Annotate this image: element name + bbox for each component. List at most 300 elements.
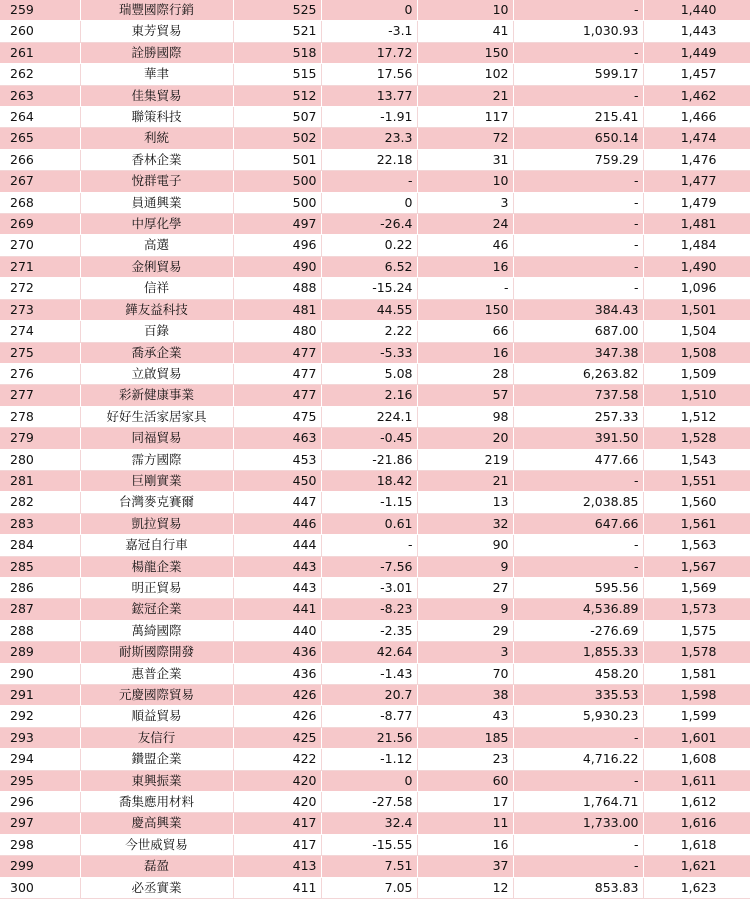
rank-cell: 262 — [0, 64, 80, 85]
rank-cell: 290 — [0, 663, 80, 684]
revenue-cell: 411 — [233, 877, 321, 898]
ratio-cell: - — [513, 85, 643, 106]
revenue-cell: 481 — [233, 299, 321, 320]
company-name-cell: 詮勝國際 — [80, 42, 233, 63]
rank-cell: 267 — [0, 171, 80, 192]
employees-cell: 10 — [417, 0, 513, 21]
company-name-cell: 嘉冠自行車 — [80, 535, 233, 556]
ratio-cell: 215.41 — [513, 107, 643, 128]
employees-cell: 21 — [417, 470, 513, 491]
company-name-cell: 東興振業 — [80, 770, 233, 791]
employees-cell: 150 — [417, 42, 513, 63]
overall-rank-cell: 1,612 — [643, 792, 750, 813]
rank-cell: 284 — [0, 535, 80, 556]
growth-rate-cell: 5.08 — [321, 363, 417, 384]
rank-cell: 273 — [0, 299, 80, 320]
overall-rank-cell: 1,508 — [643, 342, 750, 363]
employees-cell: 32 — [417, 513, 513, 534]
ratio-cell: - — [513, 770, 643, 791]
growth-rate-cell: 7.05 — [321, 877, 417, 898]
ratio-cell: 759.29 — [513, 149, 643, 170]
company-name-cell: 利統 — [80, 128, 233, 149]
ratio-cell: - — [513, 535, 643, 556]
growth-rate-cell: -3.01 — [321, 577, 417, 598]
employees-cell: 12 — [417, 877, 513, 898]
growth-rate-cell: 0 — [321, 0, 417, 21]
company-name-cell: 鋐冠企業 — [80, 599, 233, 620]
rank-cell: 277 — [0, 385, 80, 406]
revenue-cell: 477 — [233, 363, 321, 384]
revenue-cell: 477 — [233, 385, 321, 406]
revenue-cell: 447 — [233, 492, 321, 513]
growth-rate-cell: 42.64 — [321, 642, 417, 663]
company-name-cell: 香林企業 — [80, 149, 233, 170]
growth-rate-cell: -0.45 — [321, 428, 417, 449]
company-name-cell: 今世威貿易 — [80, 834, 233, 855]
growth-rate-cell: 44.55 — [321, 299, 417, 320]
table-row — [0, 406, 750, 427]
overall-rank-cell: 1,462 — [643, 85, 750, 106]
ratio-cell: 1,855.33 — [513, 642, 643, 663]
ratio-cell: - — [513, 834, 643, 855]
overall-rank-cell: 1,474 — [643, 128, 750, 149]
overall-rank-cell: 1,578 — [643, 642, 750, 663]
rank-cell: 278 — [0, 406, 80, 427]
company-name-cell: 巨剛實業 — [80, 470, 233, 491]
rank-cell: 294 — [0, 749, 80, 770]
company-name-cell: 悅群電子 — [80, 171, 233, 192]
growth-rate-cell: -2.35 — [321, 620, 417, 641]
ratio-cell: 335.53 — [513, 685, 643, 706]
rank-cell: 296 — [0, 792, 80, 813]
ratio-cell: 1,764.71 — [513, 792, 643, 813]
company-name-cell: 瑞豐國際行銷 — [80, 0, 233, 21]
table-row — [0, 599, 750, 620]
table-row — [0, 64, 750, 85]
revenue-cell: 521 — [233, 21, 321, 42]
ratio-cell: - — [513, 256, 643, 277]
employees-cell: 16 — [417, 834, 513, 855]
ratio-cell: 5,930.23 — [513, 706, 643, 727]
growth-rate-cell: 17.72 — [321, 42, 417, 63]
overall-rank-cell: 1,477 — [643, 171, 750, 192]
revenue-cell: 420 — [233, 792, 321, 813]
company-name-cell: 耐斯國際開發 — [80, 642, 233, 663]
table-row — [0, 428, 750, 449]
company-name-cell: 磊盈 — [80, 856, 233, 877]
overall-rank-cell: 1,457 — [643, 64, 750, 85]
overall-rank-cell: 1,621 — [643, 856, 750, 877]
table-row — [0, 685, 750, 706]
table-row — [0, 149, 750, 170]
table-row — [0, 42, 750, 63]
employees-cell: 28 — [417, 363, 513, 384]
ratio-cell: 599.17 — [513, 64, 643, 85]
rank-cell: 280 — [0, 449, 80, 470]
table-row — [0, 385, 750, 406]
ratio-cell: -276.69 — [513, 620, 643, 641]
overall-rank-cell: 1,481 — [643, 214, 750, 235]
table-row — [0, 856, 750, 877]
growth-rate-cell: -15.24 — [321, 278, 417, 299]
table-row — [0, 214, 750, 235]
revenue-cell: 441 — [233, 599, 321, 620]
table-row — [0, 535, 750, 556]
growth-rate-cell: - — [321, 535, 417, 556]
company-name-cell: 友信行 — [80, 727, 233, 748]
overall-rank-cell: 1,608 — [643, 749, 750, 770]
overall-rank-cell: 1,618 — [643, 834, 750, 855]
rank-cell: 279 — [0, 428, 80, 449]
employees-cell: 16 — [417, 256, 513, 277]
overall-rank-cell: 1,563 — [643, 535, 750, 556]
table-row — [0, 834, 750, 855]
ratio-cell: 1,030.93 — [513, 21, 643, 42]
revenue-cell: 426 — [233, 685, 321, 706]
rank-cell: 293 — [0, 727, 80, 748]
employees-cell: 23 — [417, 749, 513, 770]
revenue-cell: 417 — [233, 834, 321, 855]
table-row — [0, 492, 750, 513]
overall-rank-cell: 1,096 — [643, 278, 750, 299]
rank-cell: 270 — [0, 235, 80, 256]
employees-cell: 43 — [417, 706, 513, 727]
overall-rank-cell: 1,611 — [643, 770, 750, 791]
growth-rate-cell: 7.51 — [321, 856, 417, 877]
table-row — [0, 663, 750, 684]
employees-cell: 150 — [417, 299, 513, 320]
employees-cell: 70 — [417, 663, 513, 684]
employees-cell: 10 — [417, 171, 513, 192]
ratio-cell: 1,733.00 — [513, 813, 643, 834]
table-row — [0, 727, 750, 748]
ratio-cell: - — [513, 171, 643, 192]
revenue-cell: 417 — [233, 813, 321, 834]
rank-cell: 264 — [0, 107, 80, 128]
company-name-cell: 元慶國際貿易 — [80, 685, 233, 706]
employees-cell: 72 — [417, 128, 513, 149]
table-row — [0, 321, 750, 342]
company-name-cell: 霈方國際 — [80, 449, 233, 470]
table-row — [0, 128, 750, 149]
overall-rank-cell: 1,512 — [643, 406, 750, 427]
ratio-cell: - — [513, 214, 643, 235]
revenue-cell: 422 — [233, 749, 321, 770]
growth-rate-cell: -1.12 — [321, 749, 417, 770]
revenue-cell: 480 — [233, 321, 321, 342]
growth-rate-cell: 0.61 — [321, 513, 417, 534]
revenue-cell: 420 — [233, 770, 321, 791]
ratio-cell: 347.38 — [513, 342, 643, 363]
rank-cell: 282 — [0, 492, 80, 513]
revenue-cell: 525 — [233, 0, 321, 21]
overall-rank-cell: 1,599 — [643, 706, 750, 727]
company-name-cell: 彩新健康事業 — [80, 385, 233, 406]
ratio-cell: 458.20 — [513, 663, 643, 684]
ratio-cell: - — [513, 278, 643, 299]
ratio-cell: 737.58 — [513, 385, 643, 406]
company-name-cell: 百錄 — [80, 321, 233, 342]
company-name-cell: 高選 — [80, 235, 233, 256]
growth-rate-cell: 21.56 — [321, 727, 417, 748]
rank-cell: 263 — [0, 85, 80, 106]
growth-rate-cell: 20.7 — [321, 685, 417, 706]
employees-cell: 38 — [417, 685, 513, 706]
company-name-cell: 佳集貿易 — [80, 85, 233, 106]
company-name-cell: 慶高興業 — [80, 813, 233, 834]
revenue-cell: 440 — [233, 620, 321, 641]
overall-rank-cell: 1,623 — [643, 877, 750, 898]
ratio-cell: 2,038.85 — [513, 492, 643, 513]
growth-rate-cell: -21.86 — [321, 449, 417, 470]
overall-rank-cell: 1,601 — [643, 727, 750, 748]
growth-rate-cell: 23.3 — [321, 128, 417, 149]
overall-rank-cell: 1,501 — [643, 299, 750, 320]
revenue-cell: 443 — [233, 577, 321, 598]
employees-cell: 21 — [417, 85, 513, 106]
rank-cell: 260 — [0, 21, 80, 42]
growth-rate-cell: 32.4 — [321, 813, 417, 834]
employees-cell: 102 — [417, 64, 513, 85]
company-name-cell: 聯策科技 — [80, 107, 233, 128]
company-name-cell: 楊龍企業 — [80, 556, 233, 577]
company-name-cell: 同福貿易 — [80, 428, 233, 449]
growth-rate-cell: 2.22 — [321, 321, 417, 342]
growth-rate-cell: 2.16 — [321, 385, 417, 406]
rank-cell: 288 — [0, 620, 80, 641]
table-row — [0, 620, 750, 641]
employees-cell: - — [417, 278, 513, 299]
revenue-cell: 488 — [233, 278, 321, 299]
employees-cell: 57 — [417, 385, 513, 406]
employees-cell: 98 — [417, 406, 513, 427]
table-row — [0, 85, 750, 106]
ratio-cell: 391.50 — [513, 428, 643, 449]
table-row — [0, 577, 750, 598]
overall-rank-cell: 1,484 — [643, 235, 750, 256]
rank-cell: 276 — [0, 363, 80, 384]
company-name-cell: 喬承企業 — [80, 342, 233, 363]
rank-cell: 291 — [0, 685, 80, 706]
revenue-cell: 490 — [233, 256, 321, 277]
overall-rank-cell: 1,479 — [643, 192, 750, 213]
company-name-cell: 立啟貿易 — [80, 363, 233, 384]
ratio-cell: 257.33 — [513, 406, 643, 427]
revenue-cell: 477 — [233, 342, 321, 363]
employees-cell: 117 — [417, 107, 513, 128]
revenue-cell: 518 — [233, 42, 321, 63]
growth-rate-cell: -7.56 — [321, 556, 417, 577]
employees-cell: 17 — [417, 792, 513, 813]
revenue-cell: 502 — [233, 128, 321, 149]
revenue-cell: 444 — [233, 535, 321, 556]
overall-rank-cell: 1,449 — [643, 42, 750, 63]
employees-cell: 11 — [417, 813, 513, 834]
growth-rate-cell: 17.56 — [321, 64, 417, 85]
ratio-cell: - — [513, 235, 643, 256]
employees-cell: 9 — [417, 599, 513, 620]
rank-cell: 298 — [0, 834, 80, 855]
ratio-cell: - — [513, 470, 643, 491]
employees-cell: 24 — [417, 214, 513, 235]
table-row — [0, 107, 750, 128]
growth-rate-cell: 18.42 — [321, 470, 417, 491]
overall-rank-cell: 1,581 — [643, 663, 750, 684]
company-name-cell: 中厚化學 — [80, 214, 233, 235]
revenue-cell: 500 — [233, 171, 321, 192]
ratio-cell: - — [513, 192, 643, 213]
revenue-cell: 426 — [233, 706, 321, 727]
employees-cell: 219 — [417, 449, 513, 470]
table-row — [0, 556, 750, 577]
growth-rate-cell: 0 — [321, 192, 417, 213]
table-row — [0, 706, 750, 727]
growth-rate-cell: -3.1 — [321, 21, 417, 42]
ratio-cell: 650.14 — [513, 128, 643, 149]
employees-cell: 66 — [417, 321, 513, 342]
revenue-cell: 507 — [233, 107, 321, 128]
growth-rate-cell: 224.1 — [321, 406, 417, 427]
revenue-cell: 425 — [233, 727, 321, 748]
employees-cell: 27 — [417, 577, 513, 598]
overall-rank-cell: 1,569 — [643, 577, 750, 598]
employees-cell: 41 — [417, 21, 513, 42]
growth-rate-cell: 6.52 — [321, 256, 417, 277]
overall-rank-cell: 1,616 — [643, 813, 750, 834]
overall-rank-cell: 1,490 — [643, 256, 750, 277]
revenue-cell: 450 — [233, 470, 321, 491]
overall-rank-cell: 1,560 — [643, 492, 750, 513]
revenue-cell: 515 — [233, 64, 321, 85]
ratio-cell: - — [513, 556, 643, 577]
rank-cell: 266 — [0, 149, 80, 170]
revenue-cell: 501 — [233, 149, 321, 170]
overall-rank-cell: 1,504 — [643, 321, 750, 342]
revenue-cell: 453 — [233, 449, 321, 470]
employees-cell: 46 — [417, 235, 513, 256]
company-name-cell: 華聿 — [80, 64, 233, 85]
overall-rank-cell: 1,466 — [643, 107, 750, 128]
overall-rank-cell: 1,510 — [643, 385, 750, 406]
ratio-cell: 853.83 — [513, 877, 643, 898]
rank-cell: 285 — [0, 556, 80, 577]
revenue-cell: 443 — [233, 556, 321, 577]
growth-rate-cell: 22.18 — [321, 149, 417, 170]
company-name-cell: 凱拉貿易 — [80, 513, 233, 534]
revenue-cell: 436 — [233, 642, 321, 663]
overall-rank-cell: 1,509 — [643, 363, 750, 384]
rank-cell: 299 — [0, 856, 80, 877]
ratio-cell: 384.43 — [513, 299, 643, 320]
ratio-cell: - — [513, 727, 643, 748]
revenue-cell: 436 — [233, 663, 321, 684]
overall-rank-cell: 1,440 — [643, 0, 750, 21]
rank-cell: 297 — [0, 813, 80, 834]
ratio-cell: - — [513, 856, 643, 877]
company-name-cell: 信祥 — [80, 278, 233, 299]
employees-cell: 60 — [417, 770, 513, 791]
overall-rank-cell: 1,561 — [643, 513, 750, 534]
growth-rate-cell: -27.58 — [321, 792, 417, 813]
employees-cell: 13 — [417, 492, 513, 513]
rank-cell: 275 — [0, 342, 80, 363]
table-row — [0, 363, 750, 384]
overall-rank-cell: 1,476 — [643, 149, 750, 170]
ratio-cell: - — [513, 0, 643, 21]
rank-cell: 300 — [0, 877, 80, 898]
growth-rate-cell: 0.22 — [321, 235, 417, 256]
ratio-cell: 647.66 — [513, 513, 643, 534]
company-name-cell: 好好生活家居家具 — [80, 406, 233, 427]
company-name-cell: 員通興業 — [80, 192, 233, 213]
revenue-cell: 496 — [233, 235, 321, 256]
table-row — [0, 299, 750, 320]
table-row — [0, 21, 750, 42]
rank-cell: 272 — [0, 278, 80, 299]
growth-rate-cell: - — [321, 171, 417, 192]
overall-rank-cell: 1,573 — [643, 599, 750, 620]
employees-cell: 31 — [417, 149, 513, 170]
employees-cell: 90 — [417, 535, 513, 556]
growth-rate-cell: -1.15 — [321, 492, 417, 513]
revenue-cell: 463 — [233, 428, 321, 449]
table-row — [0, 278, 750, 299]
overall-rank-cell: 1,443 — [643, 21, 750, 42]
growth-rate-cell: -1.43 — [321, 663, 417, 684]
company-name-cell: 鏵友益科技 — [80, 299, 233, 320]
revenue-cell: 512 — [233, 85, 321, 106]
growth-rate-cell: -5.33 — [321, 342, 417, 363]
growth-rate-cell: -8.77 — [321, 706, 417, 727]
table-row — [0, 770, 750, 791]
table-row — [0, 256, 750, 277]
table-row — [0, 449, 750, 470]
company-name-cell: 必丞實業 — [80, 877, 233, 898]
rank-cell: 295 — [0, 770, 80, 791]
table-row — [0, 792, 750, 813]
company-name-cell: 台灣麥克賽爾 — [80, 492, 233, 513]
revenue-cell: 475 — [233, 406, 321, 427]
employees-cell: 16 — [417, 342, 513, 363]
revenue-cell: 497 — [233, 214, 321, 235]
growth-rate-cell: -26.4 — [321, 214, 417, 235]
rank-cell: 259 — [0, 0, 80, 21]
company-name-cell: 順益貿易 — [80, 706, 233, 727]
rank-cell: 268 — [0, 192, 80, 213]
growth-rate-cell: -15.55 — [321, 834, 417, 855]
rank-cell: 287 — [0, 599, 80, 620]
employees-cell: 9 — [417, 556, 513, 577]
ratio-cell: 595.56 — [513, 577, 643, 598]
rank-cell: 265 — [0, 128, 80, 149]
table-row — [0, 192, 750, 213]
company-name-cell: 金俐貿易 — [80, 256, 233, 277]
overall-rank-cell: 1,543 — [643, 449, 750, 470]
rank-cell: 292 — [0, 706, 80, 727]
rank-cell: 271 — [0, 256, 80, 277]
ratio-cell: 4,716.22 — [513, 749, 643, 770]
rank-cell: 283 — [0, 513, 80, 534]
table-row — [0, 171, 750, 192]
employees-cell: 29 — [417, 620, 513, 641]
revenue-cell: 500 — [233, 192, 321, 213]
growth-rate-cell: 13.77 — [321, 85, 417, 106]
company-name-cell: 東芳貿易 — [80, 21, 233, 42]
rank-cell: 281 — [0, 470, 80, 491]
ratio-cell: 4,536.89 — [513, 599, 643, 620]
table-row — [0, 813, 750, 834]
ratio-cell: 6,263.82 — [513, 363, 643, 384]
